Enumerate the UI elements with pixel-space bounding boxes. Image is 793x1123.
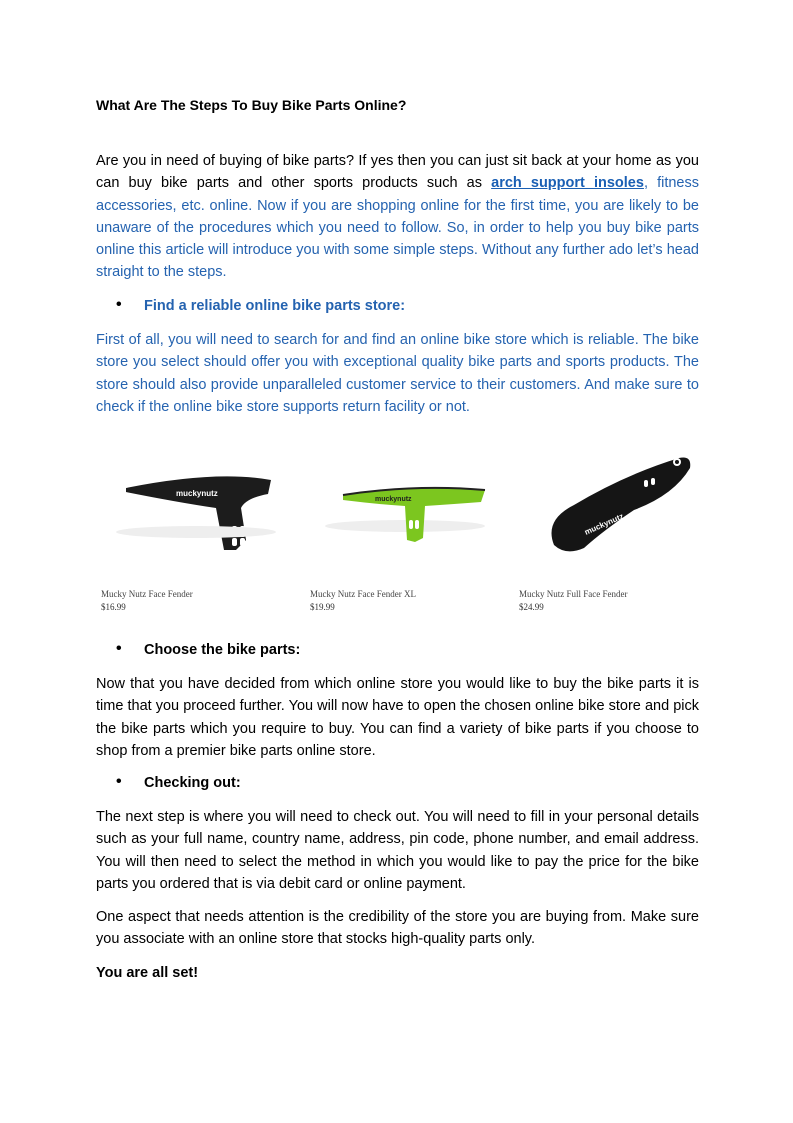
product-price: $24.99 [519,602,544,612]
closing-line: You are all set! [96,965,199,981]
fender-image [96,440,296,585]
svg-text:muckynutz: muckynutz [176,489,218,498]
intro-paragraph [96,150,699,284]
arch-support-insoles-link[interactable]: arch support insoles [491,175,644,192]
product-price: $16.99 [101,602,126,612]
product-strip [96,440,699,620]
step-3-paragraph: The next step is where you will need to check out. You will need to fill in your personal details such as your full name, country name, address, pin code, phone number, and email address. You will then need to select the method in which you would like to pay the price for the bike parts you ordered that is via debit card or online payment. [96,809,699,892]
product-price: $19.99 [310,602,335,612]
bullet-icon: • [116,296,122,313]
product-card[interactable] [96,440,296,620]
product-name[interactable]: Mucky Nutz Face Fender XL [310,589,416,599]
step-1-paragraph: First of all, you will need to search for and find an online bike store which is reliable. The bike store you select should offer you with exceptional quality bike parts and sports products. The store should also provide unparalleled customer service to their customers. And make sure to check if the online bike store supports return facility or not. [96,332,699,415]
credibility-paragraph: One aspect that needs attention is the credibility of the store you are buying from. Make sure you associate with an online store that stocks high-quality parts only. [96,909,699,948]
svg-text:muckynutz: muckynutz [583,511,625,537]
intro-text-start: Are you in need of buying of bike parts? If yes then you can just sit back at your home as you can buy bike parts and other sports products such as [96,153,699,192]
step-2-paragraph: Now that you have decided from which online store you would like to buy the bike parts it is time that you proceed further. You will now have to open the chosen online bike store and pick the bike parts which you require to buy. You can find a variety of bike parts if you choose to shop from a premier bike parts online store. [96,676,699,759]
page-title: What Are The Steps To Buy Bike Parts Online? [96,97,407,113]
fender-image [305,440,505,585]
bullet-icon: • [116,773,122,790]
intro-text-end: , fitness accessories, etc. online. Now if you are shopping online for the first time, you are likely to be unaware of the procedures which you need to follow. So, in order to help you buy bike parts online this article will introduce you with some simple steps. Without any further ado let’s head straight to the steps. [96,175,699,281]
product-name[interactable]: Mucky Nutz Full Face Fender [519,589,628,599]
product-card[interactable] [305,440,505,620]
product-card[interactable] [514,440,714,620]
svg-text:muckynutz: muckynutz [375,496,412,503]
fender-image [514,440,714,585]
bullet-icon: • [116,640,122,657]
product-name[interactable]: Mucky Nutz Face Fender [101,589,193,599]
